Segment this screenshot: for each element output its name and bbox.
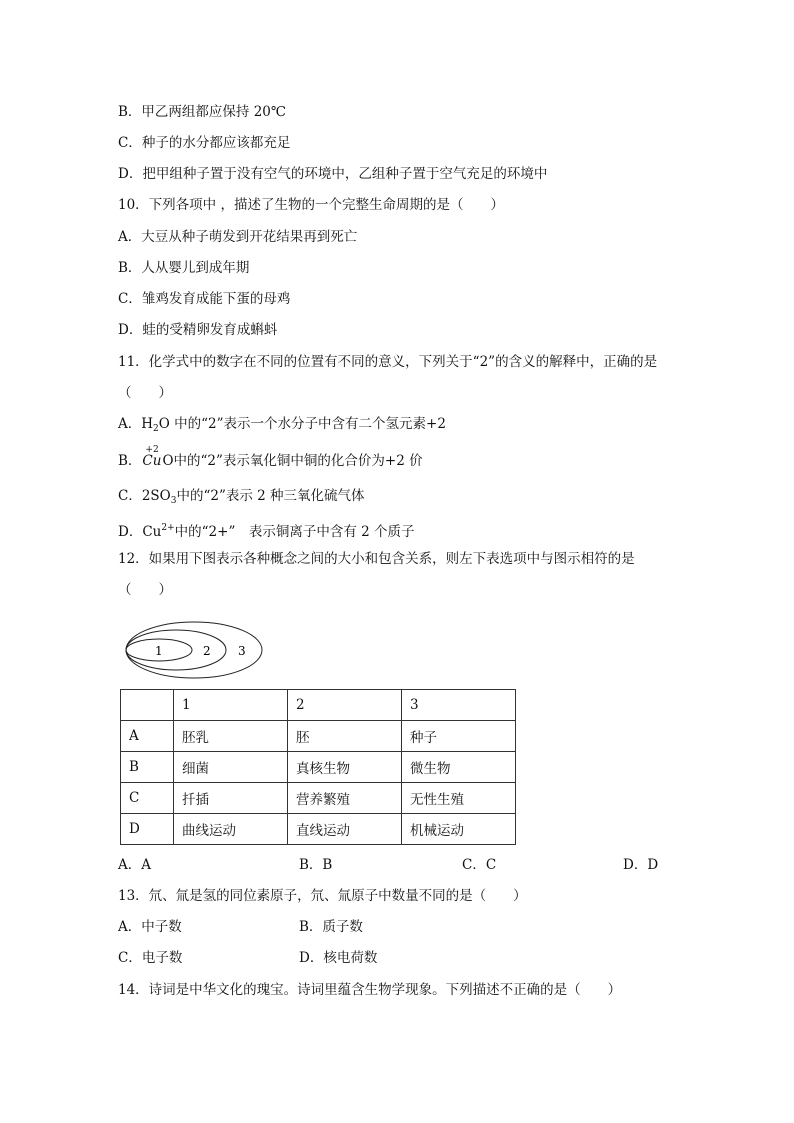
q10-option-a: A．大豆从种子萌发到开花结果再到死亡 (118, 229, 358, 245)
q13-option-b: B．质子数 (299, 919, 363, 935)
copper-oxidation-label: +2 Cu (142, 445, 162, 469)
table-cell: 营养繁殖 (288, 783, 402, 814)
table-header-row (121, 690, 516, 721)
q12-option-b: B．B (299, 857, 333, 873)
table-cell: 种子 (402, 721, 516, 752)
q13-option-c: C．电子数 (118, 950, 183, 966)
q14-stem: 14．诗词是中华文化的瑰宝。诗词里蕴含生物学现象。下列描述不正确的是（ ） (118, 982, 622, 998)
table-row (121, 721, 516, 752)
table-row (121, 814, 516, 845)
q12-paren: （ ） (118, 582, 172, 598)
q10-option-d: D．蛙的受精卵发育成蝌蚪 (118, 322, 278, 338)
q9-option-b: B．甲乙两组都应保持 20℃ (118, 104, 286, 120)
table-cell: 胚乳 (174, 721, 288, 752)
table-cell: C (121, 783, 174, 814)
ellipse-label-3: 3 (238, 644, 246, 658)
table-cell: 1 (174, 690, 288, 721)
table-cell: 曲线运动 (174, 814, 288, 845)
q11-option-d: D．$Cu^{2+}$中的“2+” 表示铜离子中含有 2 个质子 (118, 523, 415, 540)
table-cell: D (121, 814, 174, 845)
q12-option-a: A．A (118, 857, 151, 873)
table-row (121, 783, 516, 814)
ellipse-label-2: 2 (203, 644, 211, 658)
q11-stem: 11．化学式中的数字在不同的位置有不同的意义，下列关于“2”的含义的解释中，正确的是 (118, 354, 658, 370)
table-row (121, 752, 516, 783)
q10-option-c: C．雏鸡发育成能下蛋的母鸡 (118, 291, 291, 307)
table-cell: A (121, 721, 174, 752)
table-cell: 微生物 (402, 752, 516, 783)
q13-option-a: A．中子数 (118, 919, 182, 935)
q9-option-c: C．种子的水分都应该都充足 (118, 135, 291, 151)
table-cell: 真核生物 (288, 752, 402, 783)
q13-stem: 13．氘、氚是氢的同位素原子，氘、氚原子中数量不同的是（ ） (118, 888, 527, 904)
table-cell: 直线运动 (288, 814, 402, 845)
q11-paren: （ ） (118, 385, 172, 401)
table-cell: 扦插 (174, 783, 288, 814)
table-cell: 2 (288, 690, 402, 721)
table-cell (121, 690, 174, 721)
q10-option-b: B．人从婴儿到成年期 (118, 260, 250, 276)
q12-table (120, 689, 516, 845)
table-cell: 3 (402, 690, 516, 721)
table-cell: 胚 (288, 721, 402, 752)
nested-ellipses-diagram (124, 619, 266, 683)
q11-option-a: A．$H_2O$ 中的“2”表示一个水分子中含有二个氢元素+2 (118, 416, 446, 434)
q9-option-d: D．把甲组种子置于没有空气的环境中，乙组种子置于空气充足的环境中 (118, 166, 548, 182)
q12-stem: 12．如果用下图表示各种概念之间的大小和包含关系，则左下表选项中与图示相符的是 (118, 551, 635, 567)
table-cell: 无性生殖 (402, 783, 516, 814)
q12-option-d: D．D (623, 857, 659, 873)
table-cell: B (121, 752, 174, 783)
q13-option-d: D．核电荷数 (299, 950, 378, 966)
q11-option-c: C．$2SO_3$中的“2”表示 2 种三氧化硫气体 (118, 488, 365, 506)
table-cell: 机械运动 (402, 814, 516, 845)
q12-option-c: C．C (462, 857, 497, 873)
table-cell: 细菌 (174, 752, 288, 783)
q10-stem: 10．下列各项中 ，描述了生物的一个完整生命周期的是（ ） (118, 197, 504, 213)
q11-option-b: B． +2 CuO中的“2”表示氧化铜中铜的化合价为+2 价 (118, 445, 423, 469)
ellipse-label-1: 1 (155, 644, 163, 658)
ellipse-2 (126, 630, 226, 670)
